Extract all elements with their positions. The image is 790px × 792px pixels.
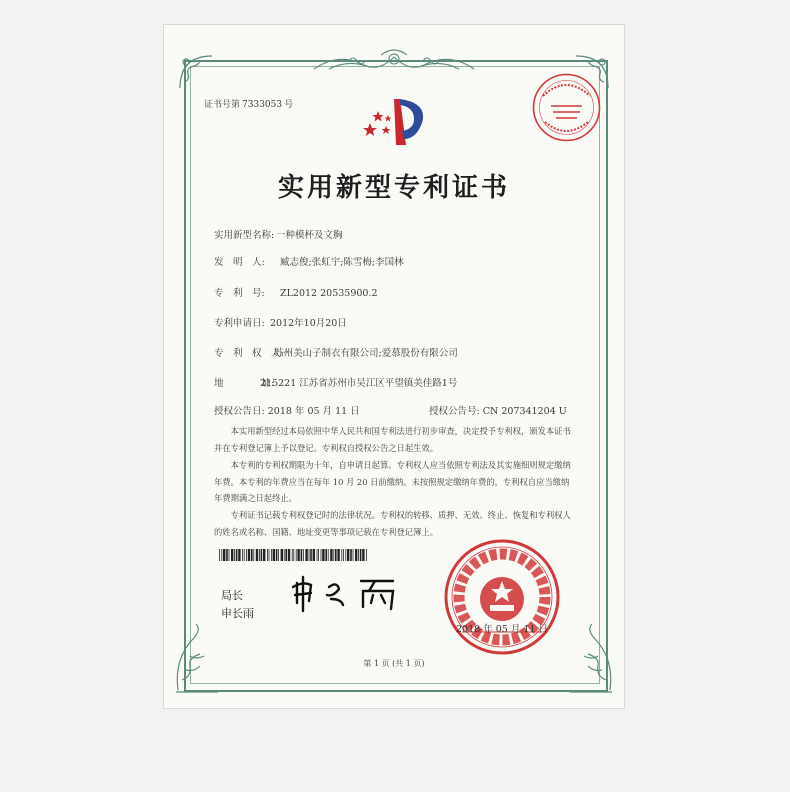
certificate-title: 实用新型专利证书 — [277, 173, 510, 203]
field-label: 发 明 人: — [214, 257, 265, 268]
national-emblem-seal-icon — [442, 537, 562, 657]
grant-number-label: 授权公告号: — [429, 406, 480, 417]
field-label: 专利申请日: — [214, 318, 265, 329]
grant-number-value: CN 207341204 U — [482, 406, 567, 417]
agency-stamp-icon — [529, 70, 604, 145]
field-value: 臧志俊;张虹宇;陈雪梅;李国林 — [280, 257, 404, 268]
field-grant-date — [214, 403, 360, 417]
field-value: 215221 江苏省苏州市吴江区平望镇美佳路1号 — [260, 378, 458, 389]
seal-date: 2018 年 05 月 11 日 — [456, 624, 548, 635]
certificate-number-suffix: 号 — [284, 100, 294, 110]
field-label: 专 利 号: — [214, 288, 265, 299]
field-application-date — [214, 315, 347, 329]
field-value: 苏州美山子制衣有限公司;爱慕股份有限公司 — [274, 348, 458, 359]
field-value: 2012年10月20日 — [270, 318, 347, 329]
director-title: 局长 — [221, 589, 243, 602]
field-utility-model-name — [214, 227, 343, 241]
field-patentee — [214, 345, 458, 359]
patent-office-logo-icon — [356, 93, 436, 153]
director-name: 申长雨 — [221, 607, 254, 620]
grant-date-label: 授权公告日: — [214, 406, 265, 417]
field-label: 专 利 权 人: — [214, 348, 284, 359]
certificate-number — [202, 97, 293, 110]
field-value: ZL2012 20535900.2 — [280, 288, 378, 299]
field-label: 实用新型名称: — [214, 230, 275, 241]
field-patent-number — [214, 285, 378, 299]
field-value: 一种模杯及文胸 — [276, 230, 343, 241]
top-ornament-icon — [309, 47, 479, 77]
page-footer: 第 1 页 (共 1 页) — [363, 659, 425, 668]
grant-date-value: 2018 年 05 月 11 日 — [267, 406, 360, 417]
paragraph-legal-status: 专利证书记载专利权登记时的法律状况。专利权的转移、质押、无效、终止、恢复和专利权人的姓名或名称、国籍、地址变更等事项记载在专利登记簿上。 — [214, 510, 571, 537]
signature-icon — [289, 573, 409, 613]
field-address — [214, 375, 457, 389]
field-label: 地 址: — [214, 378, 275, 389]
paragraph-term: 本专利的专利权期限为十年，自申请日起算。专利权人应当依照专利法及其实施细则规定缴纳年费。本专利的年费应当在每年 10 月 20 日前缴纳。未按照规定缴纳年费的，专利权自应当缴纳年费期满之日起终止。 — [214, 460, 571, 503]
paragraph-examination: 本实用新型经过本局依照中华人民共和国专利法进行初步审查，决定授予专利权，颁发本证书并在专利登记簿上予以登记。专利权自授权公告之日起生效。 — [214, 426, 571, 453]
field-inventors — [214, 254, 404, 268]
certificate-number-value: 7333053 — [242, 100, 283, 110]
certificate-number-label: 证书号第 — [204, 100, 241, 110]
corner-ornament-top-left-icon — [176, 52, 216, 92]
certificate-paper — [163, 24, 625, 709]
barcode-icon — [219, 549, 369, 561]
field-grant-number — [429, 403, 567, 417]
